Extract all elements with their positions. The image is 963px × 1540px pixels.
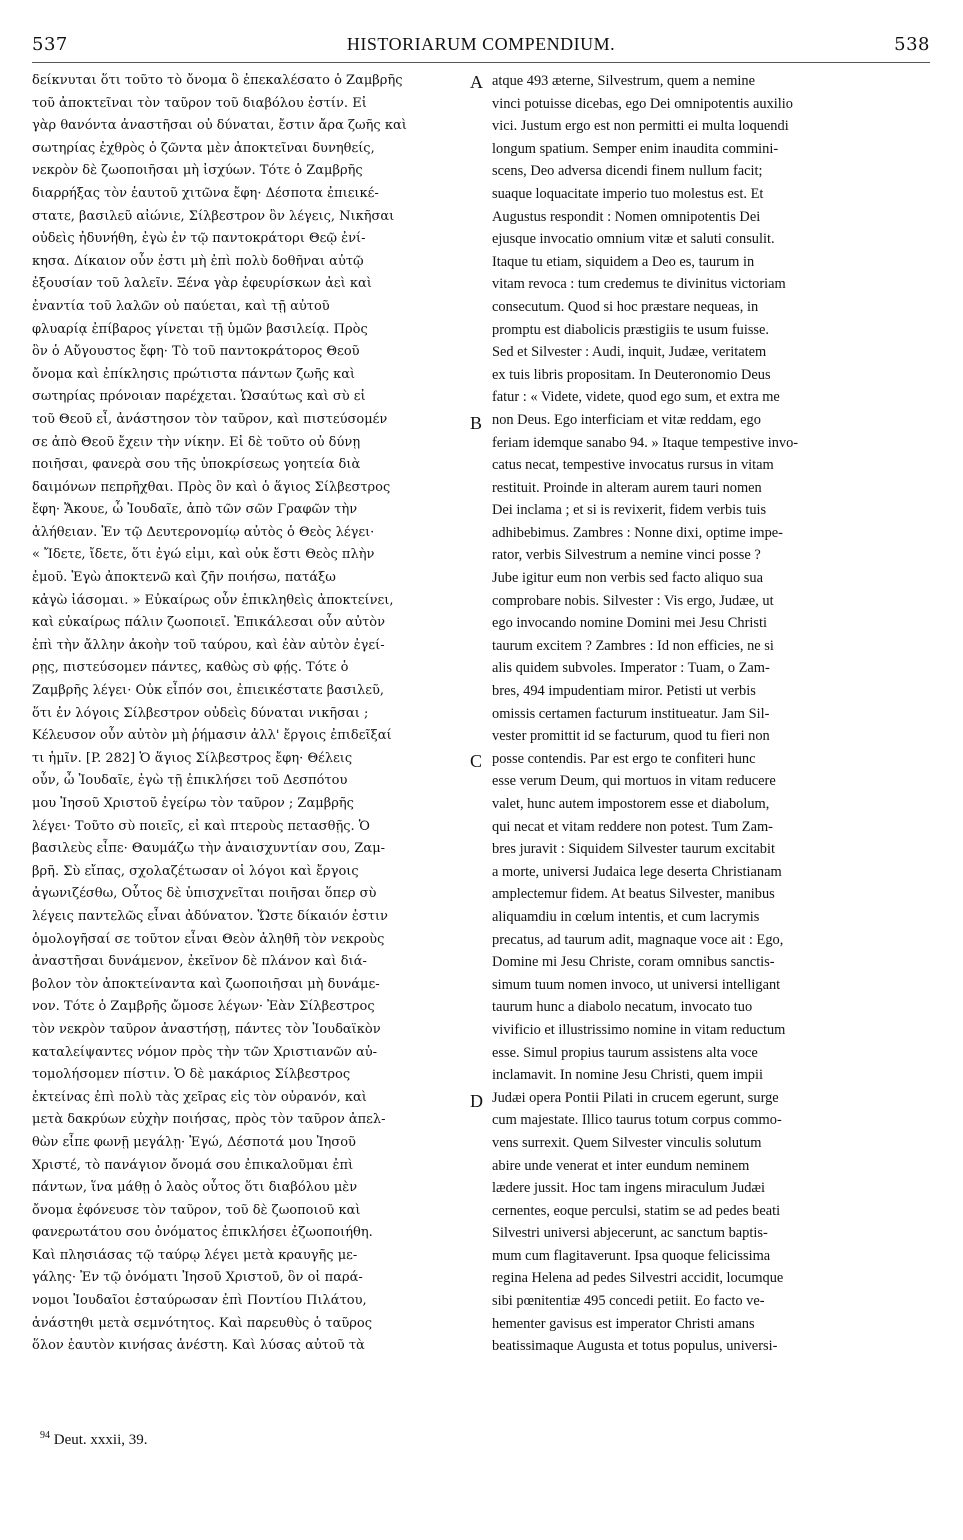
text-line: « Ἴδετε, ἴδετε, ὅτι ἐγώ εἰμι, καὶ οὐκ ἔστι Θεὸς πλὴν: [32, 547, 375, 563]
text-line: restituit. Proinde in alteram aurem tauri nomen: [492, 479, 762, 496]
text-line: Χριστέ, τὸ πανάγιον ὄνομά σου ἐπικαλοῦμαι ἐπὶ: [32, 1157, 354, 1173]
text-line: φανερωτάτου σου ὀνόματος ἐπικλήσει ἐζωοποιήθη.: [32, 1225, 373, 1241]
text-line: vici. Justum ergo est non permitti ei multa loquendi: [492, 118, 789, 135]
text-line: omissis certamen facturum institueatur. Jam Sil-: [492, 705, 770, 722]
text-line: ρῃς, πιστεύσομεν πάντες, καθὼς σὺ φῄς. Τότε ὁ: [32, 660, 349, 676]
text-line: inclamavit. In nomine Jesu Christi, quem impii: [492, 1067, 763, 1084]
text-line: Domine mi Jesu Christe, coram omnibus sanctis-: [492, 954, 775, 971]
text-line: atque 493 æterne, Silvestrum, quem a nemine: [492, 73, 755, 89]
text-line: τοῦ Θεοῦ εἶ, ἀνάστησον τὸν ταῦρον, καὶ πιστεύσομέν: [32, 411, 388, 427]
text-line: σωτηρίας πρόνοιαν παρέχεται. Ὡσαύτως καὶ σὺ εἰ: [32, 389, 366, 405]
section-marker-b: B: [470, 413, 483, 433]
text-line: καὶ εὐκαίρως πάλιν ζωοποιεῖ. Ἐπικάλεσαι οὖν αὐτὸν: [32, 615, 386, 631]
text-line: τοῦ ἀποκτεῖναι τὸν ταῦρον τοῦ διαβόλου ἐστίν. Εἰ: [32, 95, 367, 111]
text-line: νον. Τότε ὁ Ζαμβρῆς ὤμοσε λέγων· Ἐὰν Σίλβεστρος: [32, 999, 375, 1015]
text-line: esse verum Deum, qui mortuos in vitam reducere: [492, 773, 776, 790]
text-line: bres juravit : Siquidem Silvester taurum excitabit: [492, 841, 775, 858]
section-marker-d: D: [470, 1091, 483, 1111]
text-line: qui necat et vitam reddere non potest. Tum Zam-: [492, 818, 773, 835]
text-line: φλυαρίᾳ ἐπίβαρος γίνεται τῇ ὑμῶν βασιλείᾳ. Πρὸς: [32, 321, 368, 337]
text-line: ποιῆσαι, φανερὰ σου τῆς ὑποκρίσεως γοητεία διὰ: [32, 457, 361, 473]
text-line: alis quidem subvoles. Imperator : Tuam, o Zam-: [492, 660, 770, 677]
page-header: [32, 34, 930, 58]
text-line: νομοι Ἰουδαῖοι ἐσταύρωσαν ἐπὶ Ποντίου Πιλάτου,: [32, 1293, 367, 1309]
text-line: ἐξουσίαν τοῦ λαλεῖν. Ξένα γὰρ ἐφευρίσκων ἀεὶ καὶ: [32, 276, 372, 292]
text-line: τι ἡμῖν. [P. 282] Ὁ ἅγιος Σίλβεστρος ἔφη· Θέλεις: [32, 750, 353, 766]
text-line: σε ἀπὸ Θεοῦ ἔχειν τὴν νίκην. Εἰ δὲ τοῦτο οὐ δύνῃ: [32, 434, 361, 450]
running-title: HISTORIARUM COMPENDIUM.: [346, 34, 616, 54]
text-line: Sed et Silvester : Audi, inquit, Judæe, veritatem: [492, 344, 767, 361]
text-line: taurum excitem ? Zambres : Id non efficies, ne si: [492, 637, 774, 654]
text-line: ego invocando nomine Domini mei Jesu Christi: [492, 615, 767, 632]
text-line: catus necat, tempestive invocatus rursus in vitam: [492, 457, 774, 474]
text-line: simum tuum nomen invoco, ut universi intelligant: [492, 976, 781, 993]
text-line: δαιμόνων πεπρῆχθαι. Πρὸς ὃν καὶ ὁ ἅγιος Σίλβεστρος: [32, 479, 391, 495]
text-line: ἀλήθειαν. Ἐν τῷ Δευτερονομίῳ αὐτὸς ὁ Θεὸς λέγει·: [32, 524, 375, 540]
text-line: ἐναντία τοῦ λαλῶν οὐ παύεται, καὶ τῇ αὐτοῦ: [32, 298, 330, 314]
text-line: Κέλευσον οὖν αὐτὸν μὴ ῥήμασιν ἀλλ' ἔργοις ἐπιδεῖξαί: [32, 728, 392, 744]
text-line: Dei inclama ; et si is revixerit, fidem verbis tuis: [492, 502, 767, 519]
text-line: esse. Simul propius taurum assistens alta voce: [492, 1044, 758, 1061]
text-line: ἐπὶ τὴν ἄλλην ἀκοὴν τοῦ ταύρου, καὶ ἐὰν αὐτὸν ἐγεί-: [32, 637, 385, 653]
text-line: regina Helena ad pedes Silvestri accidit, locumque: [492, 1270, 784, 1287]
text-line: οὐδεὶς ἠδυνήθη, ἐγὼ ἐν τῷ παντοκράτορι Θεῷ ἐνί-: [32, 231, 366, 247]
text-line: vivificio et illustrissimo nomine in vitam reductum: [492, 1021, 786, 1038]
text-line: precatus, ad taurum adit, magnaque voce ait : Ego,: [492, 931, 784, 948]
header-rule: [32, 62, 930, 63]
text-line: Ζαμβρῆς λέγει· Οὐκ εἶπόν σοι, ἐπιεικέστατε βασιλεῦ,: [32, 683, 385, 699]
text-line: ὄνομα ἐφόνευσε τὸν ταῦρον, τοῦ δὲ ζωοποιοῦ καὶ: [32, 1202, 361, 1218]
text-line: ex tuis libris propositam. In Deuteronomio Deus: [492, 366, 771, 383]
text-line: vens surrexit. Quem Silvester vinculis solutum: [492, 1134, 762, 1151]
text-line: abire unde venerat et inter eundum neminem: [492, 1157, 750, 1174]
text-line: consecutum. Quod si hoc præstare nequeas, in: [492, 298, 759, 315]
text-line: στατε, βασιλεῦ αἰώνιε, Σίλβεστρον ὃν λέγεις, Νικῆσαι: [32, 208, 395, 224]
text-line: ejusque invocatio omnium vitæ et saluti consulit.: [492, 231, 775, 248]
footnote: [40, 1430, 148, 1449]
text-line: ἐμοῦ. Ἐγὼ ἀποκτενῶ καὶ ζῆν ποιήσω, πατάξω: [32, 570, 336, 586]
text-line: cum majestate. Illico taurus totum corpus commo-: [492, 1112, 782, 1129]
text-line: γὰρ θανόντα ἀναστῆσαι οὐ δύναται, ἔστιν ἄρα ζωῆς καὶ: [32, 118, 407, 134]
text-line: taurum hunc a diabolo necatum, invocato tuo: [492, 999, 753, 1016]
text-line: ὁμολογῆσαί σε τοῦτον εἶναι Θεὸν ἀληθῆ τὸν νεκροὺς: [32, 931, 385, 947]
text-line: ἀναστῆσαι δυνάμενον, ἐκεῖνον δὲ πλάνον καὶ διά-: [32, 954, 367, 970]
page-number-left: 537: [32, 34, 68, 55]
text-line: vinci potuisse dicebas, ego Dei omnipotentis auxilio: [492, 95, 793, 112]
text-line: ἔφη· Ἄκουε, ὦ Ἰουδαῖε, ἀπὸ τῶν σῶν Γραφῶν τὴν: [32, 502, 358, 518]
footnote-text: Deut. xxxii, 39.: [53, 1432, 148, 1448]
text-line: κἀγὼ ἰάσομαι. » Εὐκαίρως οὖν ἐπικληθεὶς ἀποκτείνει,: [32, 592, 394, 608]
text-line: τομολήσομεν πίστιν. Ὁ δὲ μακάριος Σίλβεστρος: [32, 1067, 351, 1083]
text-line: Καὶ πλησιάσας τῷ ταύρῳ λέγει μετὰ κραυγῆς με-: [32, 1247, 358, 1263]
text-line: ὃν ὁ Αὔγουστος ἔφη· Τὸ τοῦ παντοκράτορος Θεοῦ: [32, 344, 360, 360]
text-line: valet, hunc autem impostorem esse et diabolum,: [492, 796, 770, 812]
text-line: ὄνομα καὶ ἐπίκλησις πρώτιστα πάντων ζωῆς καὶ: [32, 366, 356, 382]
text-line: a morte, universi Judaica lege deserta Christianam: [492, 863, 782, 880]
text-line: lædere jussit. Hoc tam ingens miraculum Judæi: [492, 1180, 765, 1197]
text-line: adhibebimus. Zambres : Nonne dixi, optime impe-: [492, 524, 783, 541]
text-line: λέγει· Τοῦτο σὺ ποιεῖς, εἰ καὶ πτεροὺς πετασθῇς. Ὁ: [32, 818, 370, 834]
text-line: vester promittit id se facturum, quod tu fieri non: [492, 728, 770, 745]
text-line: posse contendis. Par est ergo te confiteri hunc: [492, 750, 756, 767]
text-line: beatissimaque Augusta et totus populus, universi-: [492, 1338, 778, 1355]
text-line: Jube igitur eum non verbis sed facto aliquo sua: [492, 570, 763, 587]
text-line: μου Ἰησοῦ Χριστοῦ ἐγείρω τὸν ταῦρον ; Ζαμβρῆς: [32, 796, 354, 811]
text-line: ἐκτείνας ἐπὶ πολὺ τὰς χεῖρας εἰς τὸν οὐρανόν, καὶ: [32, 1089, 367, 1105]
text-line: θὼν εἶπε φωνῇ μεγάλῃ· Ἐγώ, Δέσποτά μου Ἰησοῦ: [32, 1134, 356, 1150]
greek-column: [32, 70, 468, 1358]
text-line: sibi pœnitentiæ 495 concedi petiit. Eo facto ve-: [492, 1293, 765, 1310]
text-line: σωτηρίας ἐχθρὸς ὁ ζῶντα μὲν ἀποκτεῖναι δυνηθείς,: [32, 140, 375, 156]
text-line: οὖν, ὦ Ἰουδαῖε, ἐγὼ τῇ ἐπικλήσει τοῦ Δεσπότου: [32, 773, 348, 789]
text-line: mum cum flagitaverunt. Ipsa quoque felicissima: [492, 1247, 771, 1264]
text-line: Augustus respondit : Nomen omnipotentis Dei: [492, 208, 761, 225]
text-line: Itaque tu etiam, siquidem a Deo es, taurum in: [492, 253, 755, 270]
text-line: ὅλον ἑαυτὸν κινήσας ἀνέστη. Καὶ λύσας αὐτοῦ τὰ: [32, 1338, 365, 1354]
footnote-number: 94: [40, 1430, 50, 1441]
text-line: comprobare nobis. Silvester : Vis ergo, Judæe, ut: [492, 592, 774, 609]
text-line: Silvestri universi abjecerunt, ac sanctum baptis-: [492, 1225, 768, 1242]
text-line: βασιλεὺς εἶπε· Θαυμάζω τὴν ἀναισχυντίαν σου, Ζαμ-: [32, 841, 386, 857]
text-line: μετὰ δακρύων εὐχὴν ποιήσας, πρὸς τὸν ταῦρον ἀπελ-: [32, 1112, 386, 1128]
text-line: suaque loquacitate imperio tuo molestus est. Et: [492, 185, 764, 202]
text-line: rator, verbis Silvestrum a nemine vinci posse ?: [492, 547, 761, 564]
text-line: scens, Deo adversa dicendi finem nullum facit;: [492, 163, 763, 180]
text-line: longum spatium. Semper enim inaudita commini-: [492, 140, 779, 157]
text-line: ὅτι ἐν λόγοις Σίλβεστρον οὐδεὶς δύναται νικῆσαι ;: [32, 705, 369, 721]
text-line: καταλείψαντες νόμον πρὸς τὴν τῶν Χριστιανῶν αὐ-: [32, 1044, 378, 1060]
text-line: fatur : « Videte, videte, quod ego sum, et extra me: [492, 389, 780, 406]
section-marker-a: A: [470, 72, 483, 92]
text-line: aliquamdiu in cœlum intentis, et cum lacrymis: [492, 908, 760, 925]
text-line: λέγεις παντελῶς εἶναι ἀδύνατον. Ὥστε δίκαιόν ἐστιν: [32, 908, 388, 924]
text-line: νεκρὸν δὲ ζωοποιῆσαι μὴ ἰσχύων. Τότε ὁ Ζαμβρῆς: [32, 163, 363, 179]
text-line: τὸν νεκρὸν ταῦρον ἀναστήσῃ, πάντες τὸν Ἰουδαϊκὸν: [32, 1021, 381, 1037]
text-line: promptu est diabolicis præstigiis te usum fuisse.: [492, 321, 770, 338]
text-line: ἀνάστηθι μετὰ σεμνότητος. Καὶ παρευθὺς ὁ ταῦρος: [32, 1315, 373, 1331]
text-line: διαρρήξας τὸν ἑαυτοῦ χιτῶνα ἔφη· Δέσποτα ἐπιεικέ-: [32, 185, 379, 201]
page-number-right: 538: [894, 34, 930, 55]
text-line: feriam idemque sanabo 94. » Itaque tempestive invo-: [492, 434, 799, 451]
text-line: amplectemur fidem. At beatus Silvester, manibus: [492, 886, 775, 903]
text-line: βολον τὸν ἀποκτείναντα καὶ ζωοποιῆσαι μὴ δυνάμε-: [32, 976, 380, 992]
text-line: non Deus. Ego interficiam et vitæ reddam, ego: [492, 411, 761, 428]
text-line: δείκνυται ὅτι τοῦτο τὸ ὄνομα ὃ ἐπεκαλέσατο ὁ Ζαμβρῆς: [32, 73, 403, 88]
text-line: vitam revoca : tum credemus te divinitus victoriam: [492, 276, 786, 293]
text-line: γάλης· Ἐν τῷ ὀνόματι Ἰησοῦ Χριστοῦ, ὃν οἱ παρά-: [32, 1270, 363, 1286]
text-line: bres, 494 impudentiam miror. Petisti ut verbis: [492, 683, 756, 700]
text-line: ἀγωνιζέσθω, Οὗτος δὲ ὑπισχνεῖται ποιῆσαι ὅπερ σὺ: [32, 886, 377, 902]
text-line: cernentes, eoque perculsi, statim se ad pedes beati: [492, 1202, 781, 1219]
text-line: πάντων, ἵνα μάθῃ ὁ λαὸς οὗτος ὅτι διαβόλου μὲν: [32, 1180, 358, 1196]
text-line: βρῆ. Σὺ εἴπας, σχολαζέτωσαν οἱ λόγοι καὶ ἔργοις: [32, 863, 359, 879]
latin-column: [492, 70, 930, 1358]
text-line: κησα. Δίκαιον οὖν ἐστι μὴ ἐπὶ πολὺ δοθῆναι αὐτῷ: [32, 253, 364, 269]
section-marker-c: C: [470, 751, 483, 771]
text-line: hementer gavisus est imperator Christi amans: [492, 1315, 755, 1332]
text-line: Judæi opera Pontii Pilati in crucem egerunt, surge: [492, 1089, 779, 1106]
